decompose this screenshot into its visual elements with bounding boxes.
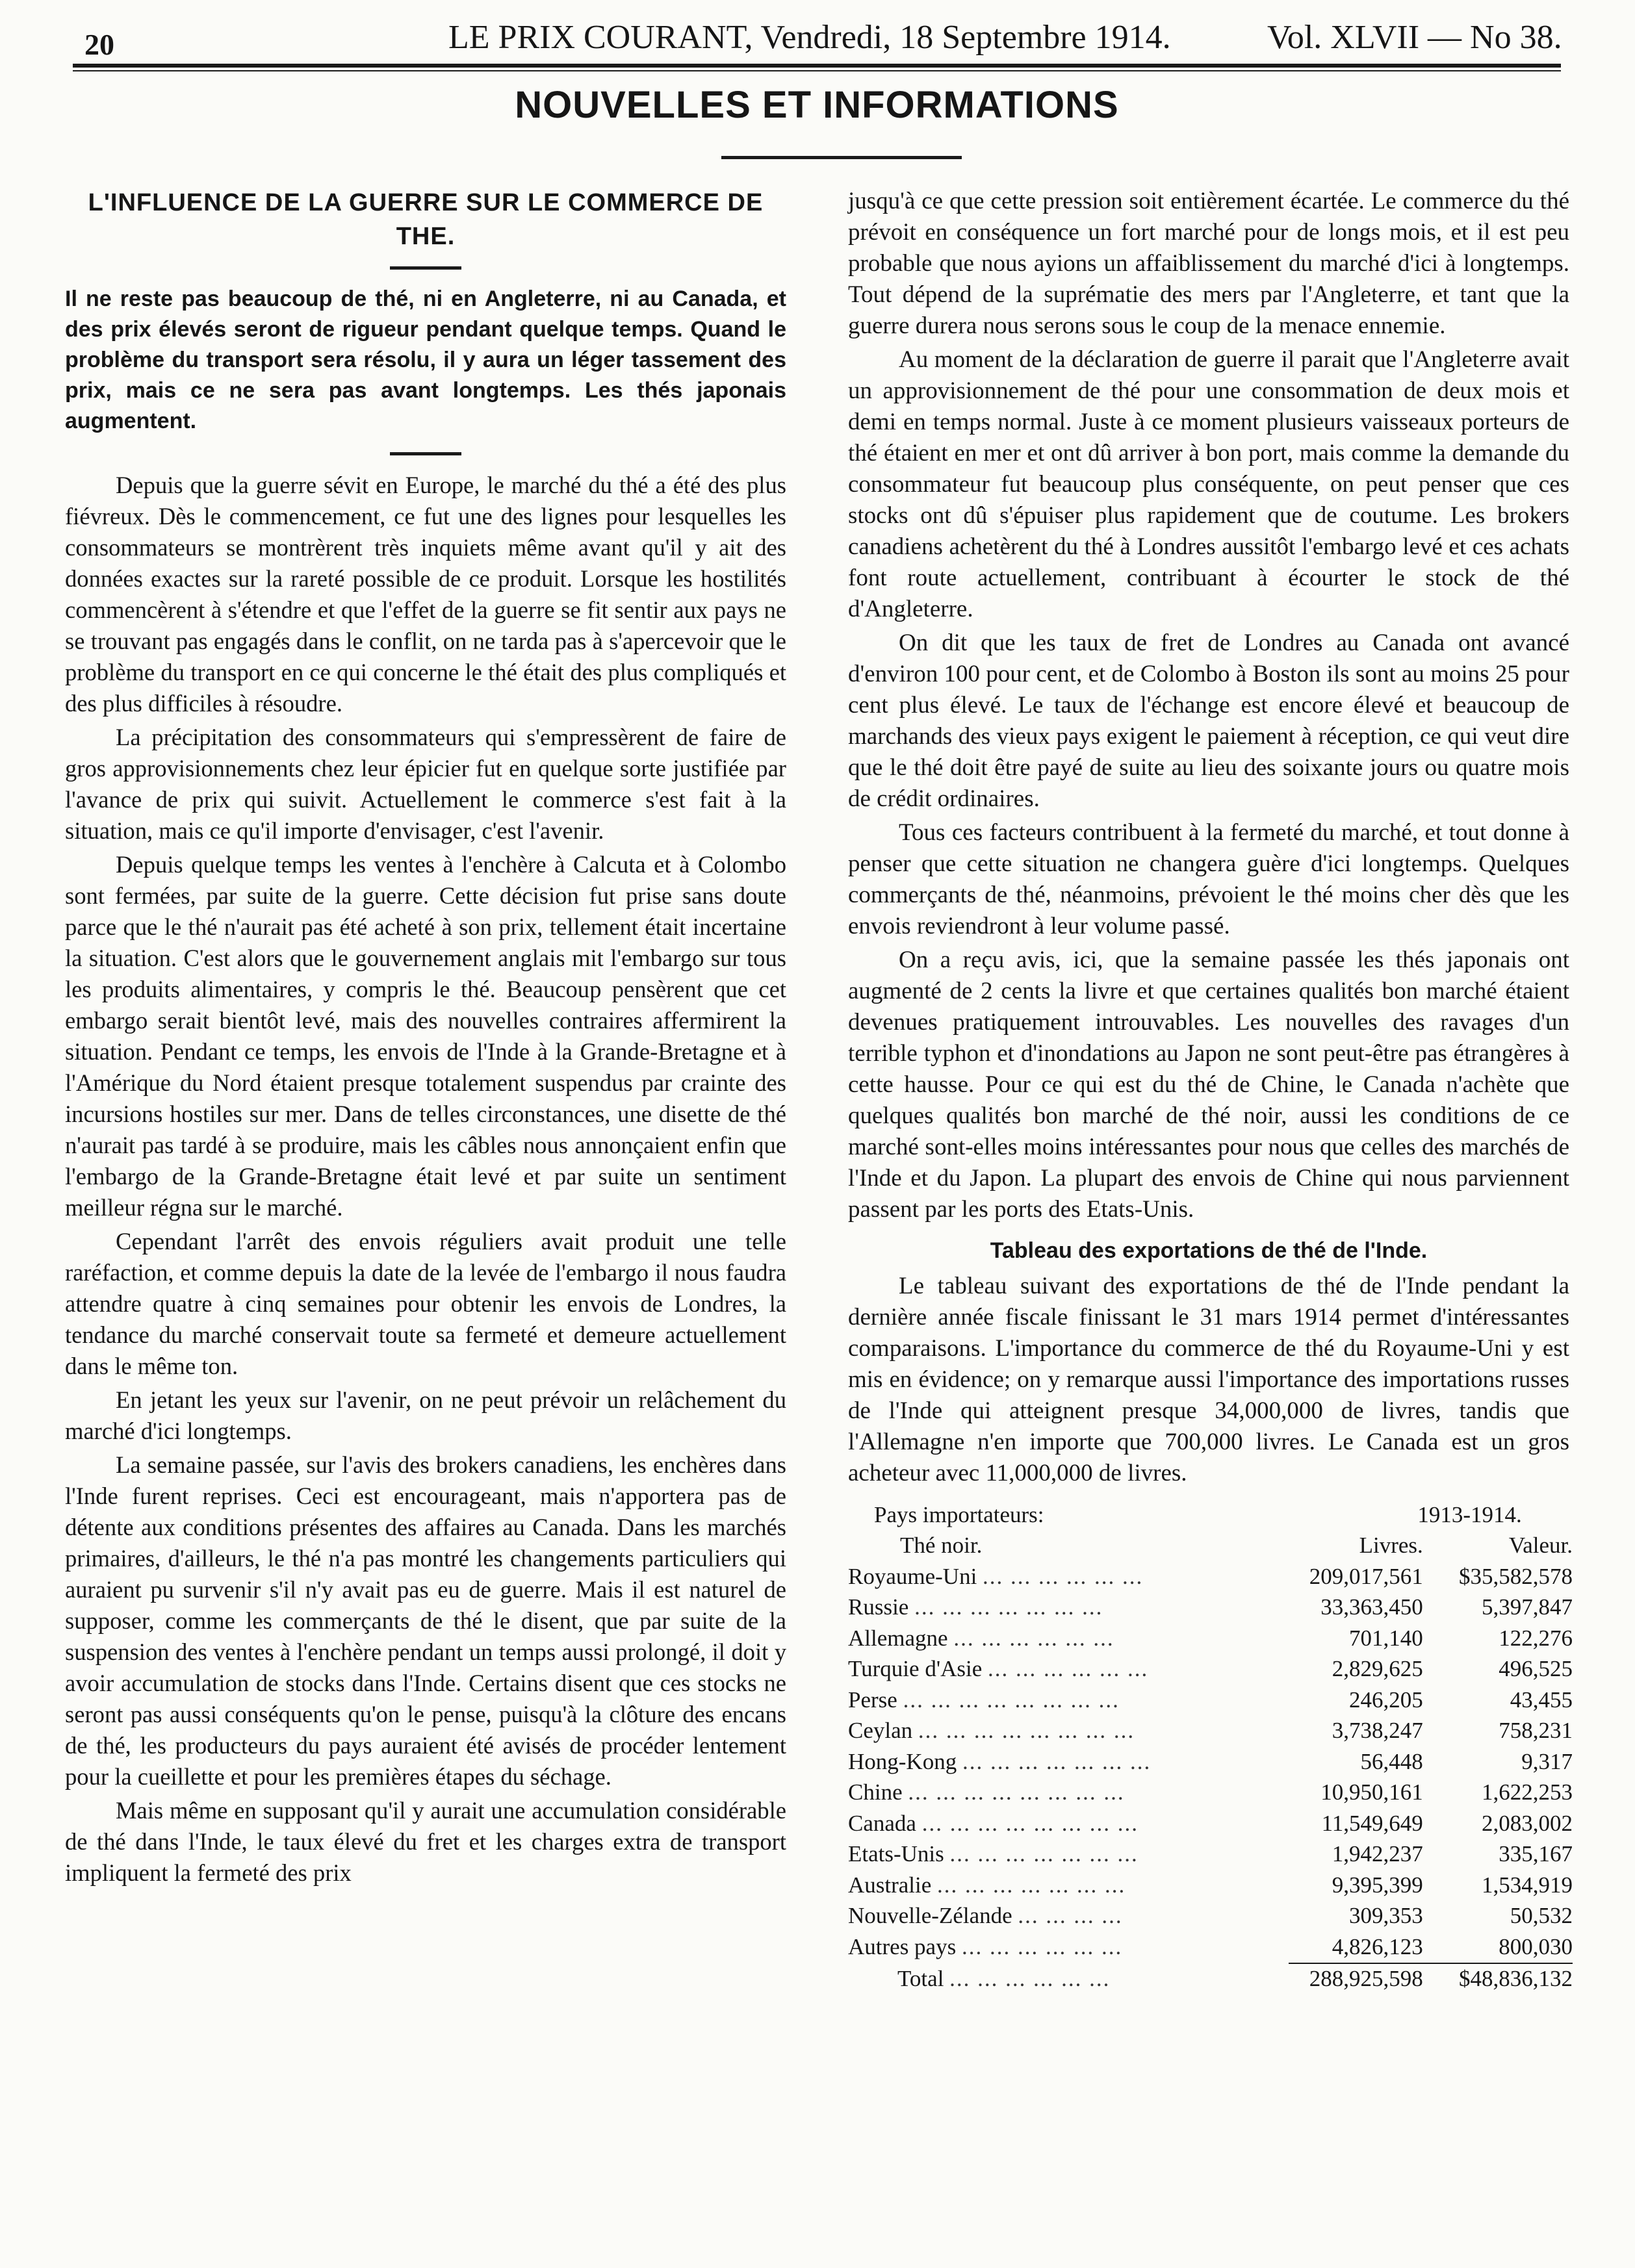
country-name: Australie [848,1872,932,1898]
country-name: Ceylan [848,1718,913,1744]
table-row [848,1901,1573,1932]
livres-value: 56,448 [1360,1748,1423,1774]
leader-dots: ... ... ... ... ... ... ... ... [908,1779,1125,1805]
paragraph: Tous ces facteurs contribuent à la fermeté du marché, et tout donne à penser que cette situation ne changera guère d'ici longtemps. Quelques commerçants de thé, néanmoins, prévoient le thé moins cher dès que les envois reviendront à leur volume passé. [848,819,1569,939]
paragraph: On dit que les taux de fret de Londres au Canada ont avancé d'environ 100 pour cent, et de Colombo à Boston ils sont au moins 25 pour cent plus élevé. Le taux de l'échange est encore élevé et beaucoup de marchands des vieux pays exigent le paiement à réception, ce qui veut dire que le thé doit être payé de suite au lieu des soixante jours ou quatre mois de crédit ordinaires. [848,630,1569,812]
paragraph: On a reçu avis, ici, que la semaine passée les thés japonais ont augmenté de 2 cents la livre et que certaines qualités bon marché étaient devenues pratiquement introuvables. Les nouvelles des ravages d'un terrible typhon et d'inondations au Japon ne sont peut-être pas étrangères à cette hausse. Pour ce qui est du thé de Chine, le Canada n'achète que quelques qualités bon marché de thé noir, aussi les conditions de ce marché sont-elles moins intéressantes pour nous que celles des marchés de l'Inde et du Japon. La plupart des envois de Chine qui nous parviennent passent par les ports des Etats-Unis. [848,947,1569,1223]
right-column [848,186,1573,1994]
paragraph: Au moment de la déclaration de guerre il parait que l'Angleterre avait un approvisionnement de thé pour une consommation de deux mois et demi en temps normal. Juste à ce moment plusieurs vaisseaux porteurs de thé étaient en mer et ont dû arriver à bon port, mais comme la demande du consommateur fut beaucoup plus conséquente, on peut penser que ces stocks ont dû s'épuiser plus rapidement que de coutume. Les brokers canadiens achetèrent du thé à Londres aussitôt l'embargo levé et ces achats font route actuellement, contribuant à écourter le stock de thé d'Angleterre. [848,346,1569,622]
livres-value: 209,017,561 [1309,1563,1423,1589]
valeur-value: 50,532 [1510,1903,1573,1929]
paragraph: Depuis quelque temps les ventes à l'enchère à Calcuta et à Colombo sont fermées, par suite de la guerre. Cette décision fut prise sans doute parce que le thé n'aurait pas été acheté à son prix, tellement était incertaine la situation. C'est alors que le gouvernement anglais mit l'embargo sur tous les produits alimentaires, y compris le thé. Beaucoup pensèrent que cet embargo serait bientôt levé, mais des nouvelles contraires affermirent la situation. Pendant ce temps, les envois de l'Inde à la Grande-Bretagne et à l'Amérique du Nord étaient presque totalement suspendus par crainte des incursions hostiles sur mer. Dans de telles circonstances, une disette de thé n'aurait pas tardé à se produire, mais les câbles nous annonçaient enfin que l'embargo de la Grande-Bretagne était levé et par suite un sentiment meilleur régna sur le marché. [65,851,786,1221]
country-name: Canada [848,1810,916,1836]
valeur-value: $35,582,578 [1459,1563,1573,1589]
total-livres: 288,925,598 [1289,1963,1423,1995]
title-rule [721,156,962,159]
paragraph: Mais même en supposant qu'il y aurait une accumulation considérable de thé dans l'Inde, le taux élevé du fret et les charges extra de transport impliquent la fermeté des prix [65,1797,786,1886]
table-subheader-row [848,1531,1573,1562]
leader-dots: ... ... ... ... ... ... [983,1563,1144,1589]
paragraph: La précipitation des consommateurs qui s'empressèrent de faire de gros approvisionnements chez leur épicier fut en quelque sorte justifiée par l'avance de prix qui suivit. Actuellement le commerce s'est fait à la situation, mais ce qu'il importe d'envisager, c'est l'avenir. [65,724,786,844]
livres-value: 2,829,625 [1332,1656,1423,1682]
table-title: Tableau des exportations de thé de l'Inde. [990,1238,1428,1263]
volume-number: Vol. XLVII — No 38. [1267,19,1562,56]
paragraph-continuation: jusqu'à ce que cette pression soit entièrement écartée. Le commerce du thé prévoit en conséquence un fort marché pour de longs mois, et il est peu probable que nous ayions un affaiblissement du marché d'ici à longtemps. Tout dépend de la suprématie des mers par l'Angleterre, et tant que la guerre durera nous serons sous le coup de la menace ennemie. [848,188,1569,339]
livres-value: 3,738,247 [1332,1718,1423,1744]
paragraph: Depuis que la guerre sévit en Europe, le marché du thé a été des plus fiévreux. Dès le commencement, ce fut une des lignes pour lesquelles les consommateurs se montrèrent très inquiets même avant qu'il y ait des données exactes sur la rareté possible de ce produit. Lorsque les hostilités commencèrent à s'étendre et que l'effet de la guerre se fit sentir aux pays ne se trouvant pas engagés dans le conflit, on ne tarda pas à s'apercevoir que le problème du transport en ce qui concerne le thé était des plus compliqués et des plus difficiles à résoudre. [65,472,786,717]
table-row [848,1561,1573,1592]
valeur-value: 122,276 [1499,1625,1573,1651]
table-row [848,1592,1573,1624]
livres-value: 1,942,237 [1332,1841,1423,1867]
valeur-value: 1,534,919 [1482,1872,1573,1898]
leader-dots: ... ... ... ... ... ... [953,1625,1114,1651]
leader-dots: ... ... ... ... ... ... ... [937,1872,1126,1898]
country-name: Hong-Kong [848,1748,957,1774]
livres-value: 11,549,649 [1321,1810,1423,1836]
header-country: Pays importateurs: [874,1501,1044,1527]
country-name: Perse [848,1687,897,1713]
leader-dots: ... ... ... ... ... ... [961,1934,1123,1960]
paragraph: En jetant les yeux sur l'avenir, on ne peut prévoir un relâchement du marché d'ici longtemps. [65,1386,786,1444]
summary-rule-bottom [390,452,461,455]
valeur-value: 1,622,253 [1482,1779,1573,1805]
left-column [65,186,786,1891]
leader-dots: ... ... ... ... ... ... ... [949,1841,1139,1867]
livres-value: 4,826,123 [1332,1933,1423,1959]
section-title: NOUVELLES ET INFORMATIONS [515,84,1119,126]
country-name: Nouvelle-Zélande [848,1903,1012,1929]
table-intro: Le tableau suivant des exportations de thé de l'Inde pendant la dernière année fiscale finissant le 31 mars 1914 permet d'intéressantes comparaisons. L'importance du commerce de thé du Royaume-Uni y est mis en évidence; on y remarque aussi l'importance des importations russes de l'Inde qui atteignent presque 34,000,000 de livres, tandis que l'Allemagne n'en importe que 700,000 livres. Le Canada est un gros acheteur avec 11,000,000 de livres. [848,1273,1569,1486]
summary-rule-top [390,266,461,270]
country-name: Chine [848,1779,903,1805]
leader-dots: ... ... ... ... ... ... [988,1656,1149,1682]
table-row [848,1623,1573,1654]
leader-dots: ... ... ... ... ... ... ... ... [918,1718,1135,1744]
table-row [848,1746,1573,1777]
country-name: Allemagne [848,1625,948,1651]
valeur-value: 800,030 [1499,1933,1573,1959]
export-table [848,1499,1573,1994]
page-number: 20 [84,28,114,61]
col-livres: Livres. [1359,1533,1423,1559]
table-row [848,1777,1573,1809]
country-name: Autres pays [848,1934,957,1960]
country-name: Etats-Unis [848,1841,944,1867]
table-row [848,1654,1573,1685]
table-row [848,1716,1573,1747]
paragraph: La semaine passée, sur l'avis des brokers canadiens, les enchères dans l'Inde furent reprises. Ceci est encourageant, mais n'apportera pas de détente aux conditions présentes des affaires au Canada. Dans les marchés primaires, d'ailleurs, le thé n'a pas montré les changements particuliers qui auraient pu survenir s'il n'y avait pas eu de guerre. Mais il est naturel de supposer, comme les commerçants de thé le disent, que par suite de la suspension des ventes à l'enchère pendant un temps aussi prolongé, il doit y avoir accumulation de stocks dans l'Inde. Certains disent que ces stocks ne seront pas aussi conséquents qu'on le pense, puisqu'à la clôture des encans de thé, les producteurs du pays auraient été avisés de procéder lentement pour la cueillette et pour les premières étapes du séchage. [65,1451,786,1790]
table-total-row [848,1963,1573,1995]
leader-dots: ... ... ... ... ... ... ... [962,1748,1152,1774]
livres-value: 33,363,450 [1320,1594,1423,1620]
total-valeur: $48,836,132 [1423,1963,1573,1995]
valeur-value: 2,083,002 [1482,1810,1573,1836]
paragraph: Cependant l'arrêt des envois réguliers avait produit une telle raréfaction, et comme depuis la date de la levée de l'embargo il nous faudra attendre quatre à cinq semaines pour obtenir les envois de Londres, la tendance du marché conservait toute sa fermeté et demeure actuellement dans le même ton. [65,1228,786,1379]
table-row [848,1839,1573,1870]
header-rule-thin [73,70,1561,71]
total-label: Total [897,1965,944,1991]
livres-value: 309,353 [1349,1903,1423,1929]
table-row [848,1931,1573,1963]
leader-dots: ... ... ... ... [1018,1903,1123,1929]
table-row [848,1808,1573,1839]
livres-value: 246,205 [1349,1687,1423,1713]
header-year: 1913-1914. [1417,1501,1522,1527]
country-name: Turquie d'Asie [848,1656,983,1682]
table-row [848,1870,1573,1901]
valeur-value: 9,317 [1521,1748,1573,1774]
header-rule [73,64,1561,68]
livres-value: 9,395,399 [1332,1872,1423,1898]
valeur-value: 496,525 [1499,1656,1573,1682]
article-summary: Il ne reste pas beaucoup de thé, ni en Angleterre, ni au Canada, et des prix élevés seront de rigueur pendant quelque temps. Quand le problème du transport sera résolu, il y aura un léger tassement des prix, mais ce ne sera pas avant longtemps. Les thés japonais augmentent. [65,287,786,433]
table-header-row [848,1499,1573,1531]
col-valeur: Valeur. [1508,1533,1573,1559]
valeur-value: 5,397,847 [1482,1594,1573,1620]
subheader-tea: Thé noir. [900,1533,983,1559]
country-name: Russie [848,1594,909,1620]
valeur-value: 758,231 [1499,1718,1573,1744]
leader-dots: ... ... ... ... ... ... ... ... [903,1687,1120,1713]
article-title: L'INFLUENCE DE LA GUERRE SUR LE COMMERCE DE THE. [88,189,764,250]
table-row [848,1685,1573,1716]
livres-value: 701,140 [1349,1625,1423,1651]
leader-dots: ... ... ... ... ... ... ... [914,1594,1103,1620]
valeur-value: 335,167 [1499,1841,1573,1867]
leader-dots: ... ... ... ... ... ... ... ... [921,1810,1139,1836]
valeur-value: 43,455 [1510,1687,1573,1713]
country-name: Royaume-Uni [848,1563,977,1589]
leader-dots: ... ... ... ... ... ... [949,1965,1111,1991]
publication-header: LE PRIX COURANT, Vendredi, 18 Septembre 1914. [448,19,1171,56]
livres-value: 10,950,161 [1320,1779,1423,1805]
